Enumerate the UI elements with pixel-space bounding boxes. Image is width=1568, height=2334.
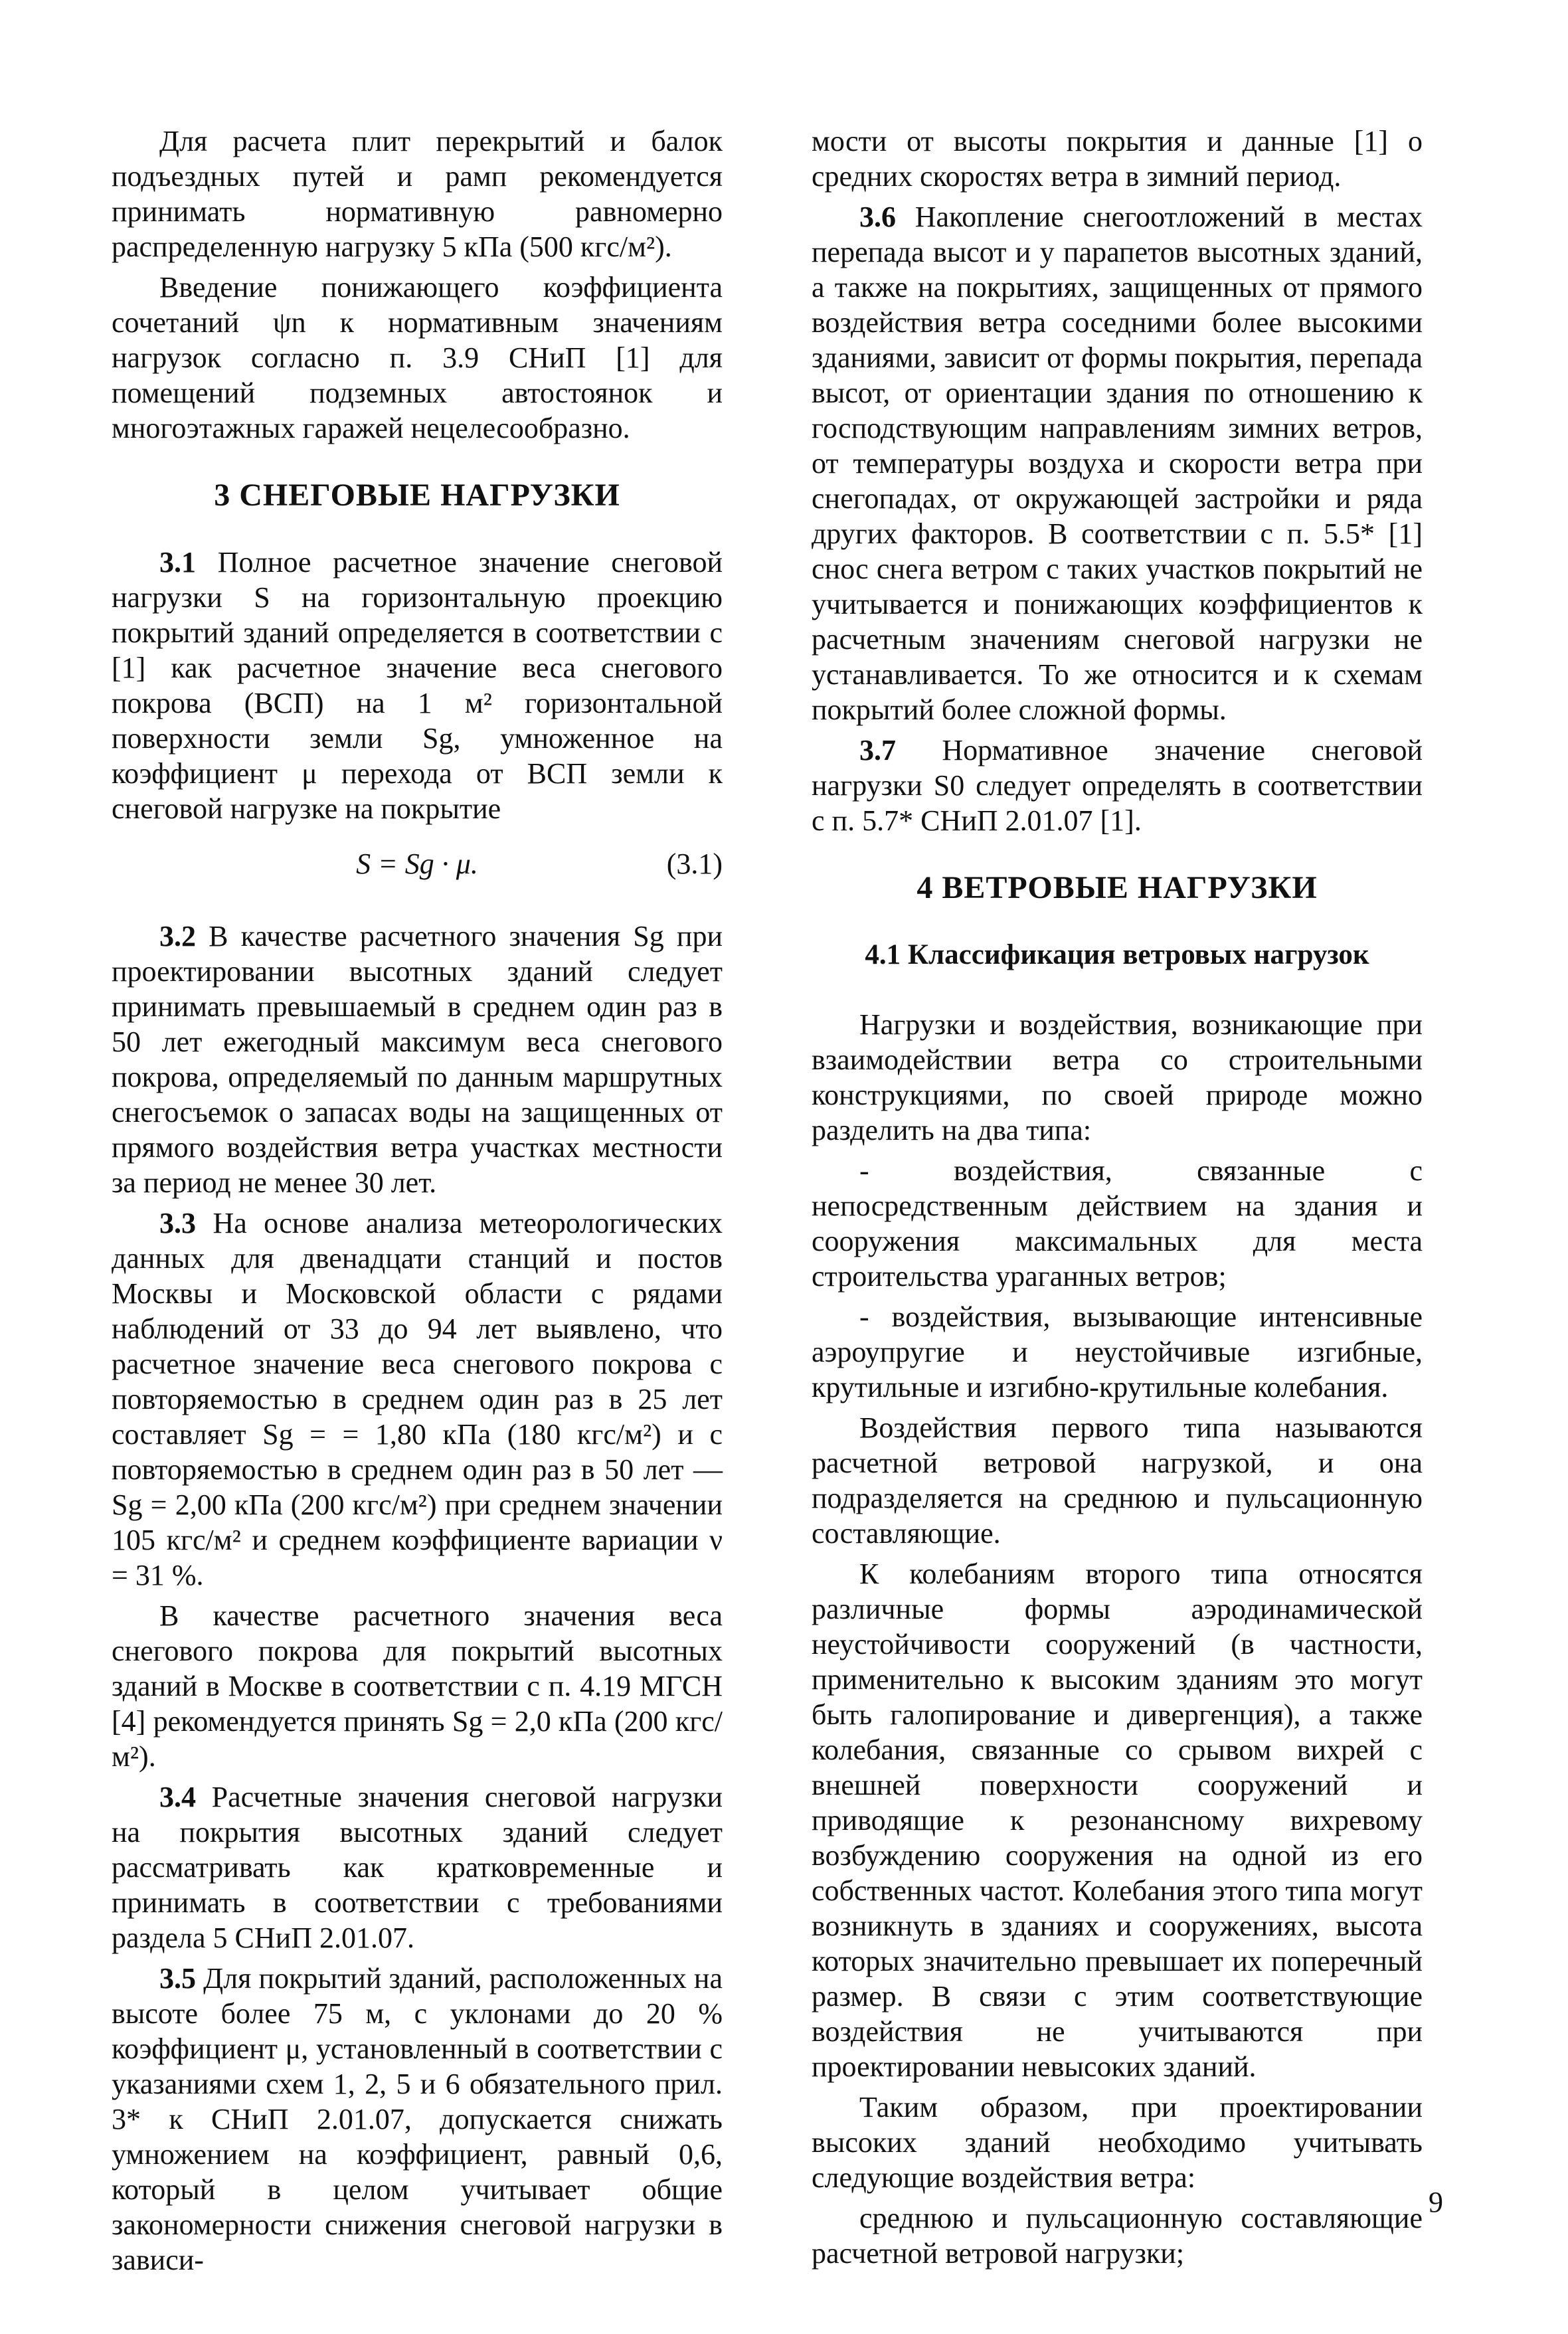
- paragraph-slab-loads: Для расчета плит перекрытий и балок подъездных путей и рамп рекомендуется принимать нормативную равномерно распределенную нагрузку 5 кПа (500 кгс/м²).: [112, 125, 723, 263]
- clause-3-1: [112, 545, 723, 826]
- clause-text: На основе анализа метеорологических данных для двенадцати станций и постов Москвы и Московской области с рядами наблюдений от 33 до 94 лет выявлено, что расчетное значение веса снегового покрова с повторяемостью в среднем один раз в 25 лет составляет Sg = = 1,80 кПа (180 кгс/м²) и с повторяемостью в среднем один раз в 50 лет — Sg = 2,00 кПа (200 кгс/м²) при среднем значении 105 кгс/м² и среднем коэффициенте вариации ν = 31 %.: [112, 1207, 723, 1591]
- paragraph-second-type-oscillations: К колебаниям второго типа относятся различные формы аэродинамической неустойчивости сооружений (в частности, применительно к высоким зданиям это могут быть галопирование и дивергенция), а также колебания, связанные со срывом вихрей с внешней поверхности сооружений и приводящие к резонансному вихревому возбуждению сооружения на одной из его собственных частот. Колебания этого типа могут возникнуть в зданиях и сооружениях, высота которых значительно превышает их поперечный размер. В связи с этим соответствующие воздействия не учитываются при проектировании невысоких зданий.: [812, 1558, 1423, 2083]
- clause-3-4: [112, 1779, 723, 1955]
- clause-number: 3.6: [859, 201, 896, 233]
- paragraph-continuation: мости от высоты покрытия и данные [1] о средних скоростях ветра в зимний период.: [812, 125, 1423, 193]
- clause-text: Нормативное значение снеговой нагрузки S0 следует определять в соответствии с п. 5.7* СНиП 2.01.07 [1].: [812, 734, 1423, 837]
- section-4-heading: 4 ВЕТРОВЫЕ НАГРУЗКИ: [916, 870, 1318, 905]
- clause-3-7: [812, 733, 1423, 838]
- clause-number: 3.3: [159, 1207, 196, 1239]
- clause-number: 3.5: [159, 1962, 196, 1995]
- paragraph-first-type-definition: Воздействия первого типа называются расчетной ветровой нагрузкой, и она подразделяется на среднюю и пульсационную составляющие.: [812, 1411, 1423, 1550]
- clause-number: 3.1: [159, 546, 196, 579]
- formula-3-1: [112, 846, 723, 881]
- clause-text: Для покрытий зданий, расположенных на высоте более 75 м, с уклонами до 20 % коэффициент μ, установленный в соответствии с указаниями схем 1, 2, 5 и 6 обязательного прил. 3* к СНиП 2.01.07, допускается снижать умножением на коэффициент, равный 0,6, который в целом учитывает общие закономерности снижения снеговой нагрузки в зависи-: [112, 1962, 723, 2276]
- paragraph-moscow-snow-value: В качестве расчетного значения веса снегового покрова для покрытий высотных зданий в Москве в соответствии с п. 4.19 МГСН [4] рекомендуется принять Sg = 2,0 кПа (200 кгс/м²).: [112, 1599, 723, 1773]
- clause-3-6: [812, 199, 1423, 727]
- clause-number: 3.4: [159, 1781, 196, 1813]
- clause-text: Расчетные значения снеговой нагрузки на покрытия высотных зданий следует рассматривать как кратковременные и принимать в соответствии с требованиями раздела 5 СНиП 2.01.07.: [112, 1781, 723, 1954]
- clause-text: Накопление снегоотложений в местах перепада высот и у парапетов высотных зданий, а также на покрытиях, защищенных от прямого воздействия ветра соседними более высокими зданиями, зависит от формы покрытия, перепада высот, от ориентации здания по отношению к господствующим направлениям зимних ветров, от температуры воздуха и скорости ветра при снегопадах, от окружающей застройки и ряда других факторов. В соответствии с п. 5.5* [1] снос снега ветром с таких участков покрытий не учитывается и понижающих коэффициентов к расчетным значениям снеговой нагрузки не устанавливается. То же относится и к схемам покрытий более сложной формы.: [812, 201, 1423, 726]
- clause-3-3: [112, 1206, 723, 1593]
- clause-number: 3.7: [859, 734, 896, 766]
- list-item-second-type: - воздействия, вызывающие интенсивные аэроупругие и неустойчивые изгибные, крутильные и изгибно-крутильные колебания.: [812, 1301, 1423, 1403]
- paragraph-mean-pulsation-component: среднюю и пульсационную составляющие расчетной ветровой нагрузки;: [812, 2202, 1423, 2270]
- paragraph-wind-load-types: Нагрузки и воздействия, возникающие при взаимодействии ветра со строительными конструкциями, по своей природе можно разделить на два типа:: [812, 1008, 1423, 1146]
- formula-number: (3.1): [666, 848, 723, 880]
- clause-3-2: [112, 919, 723, 1200]
- left-column: [112, 124, 723, 2283]
- clause-number: 3.2: [159, 920, 196, 952]
- clause-3-5: [112, 1961, 723, 2278]
- list-item-first-type: - воздействия, связанные с непосредственным действием на здания и сооружения максимальных для места строительства ураганных ветров;: [812, 1154, 1423, 1293]
- clause-text: Полное расчетное значение снеговой нагрузки S на горизонтальную проекцию покрытий зданий определяется в соответствии с [1] как расчетное значение веса снегового покрова (ВСП) на 1 м² горизонтальной поверхности земли Sg, умноженное на коэффициент μ перехода от ВСП земли к снеговой нагрузке на покрытие: [112, 546, 723, 825]
- paragraph-combination-coefficient: Введение понижающего коэффициента сочетаний ψn к нормативным значениям нагрузок согласно п. 3.9 СНиП [1] для помещений подземных автостоянок и многоэтажных гаражей нецелесообразно.: [112, 271, 723, 444]
- right-column: [812, 124, 1423, 2276]
- formula-expression: S = Sg · μ.: [356, 848, 478, 880]
- paragraph-high-rise-consideration: Таким образом, при проектировании высоких зданий необходимо учитывать следующие воздействия ветра:: [812, 2091, 1423, 2194]
- section-3-heading: 3 СНЕГОВЫЕ НАГРУЗКИ: [214, 478, 620, 513]
- subsection-4-1-heading: 4.1 Классификация ветровых нагрузок: [865, 939, 1369, 970]
- clause-text: В качестве расчетного значения Sg при проектировании высотных зданий следует принимать превышаемый в среднем один раз в 50 лет ежегодный максимум веса снегового покрова, определяемый по данным маршрутных снегосъемок о запасах воды на защищенных от прямого воздействия ветра участках местности за период не менее 30 лет.: [112, 920, 723, 1199]
- page-number: 9: [1429, 2186, 1443, 2218]
